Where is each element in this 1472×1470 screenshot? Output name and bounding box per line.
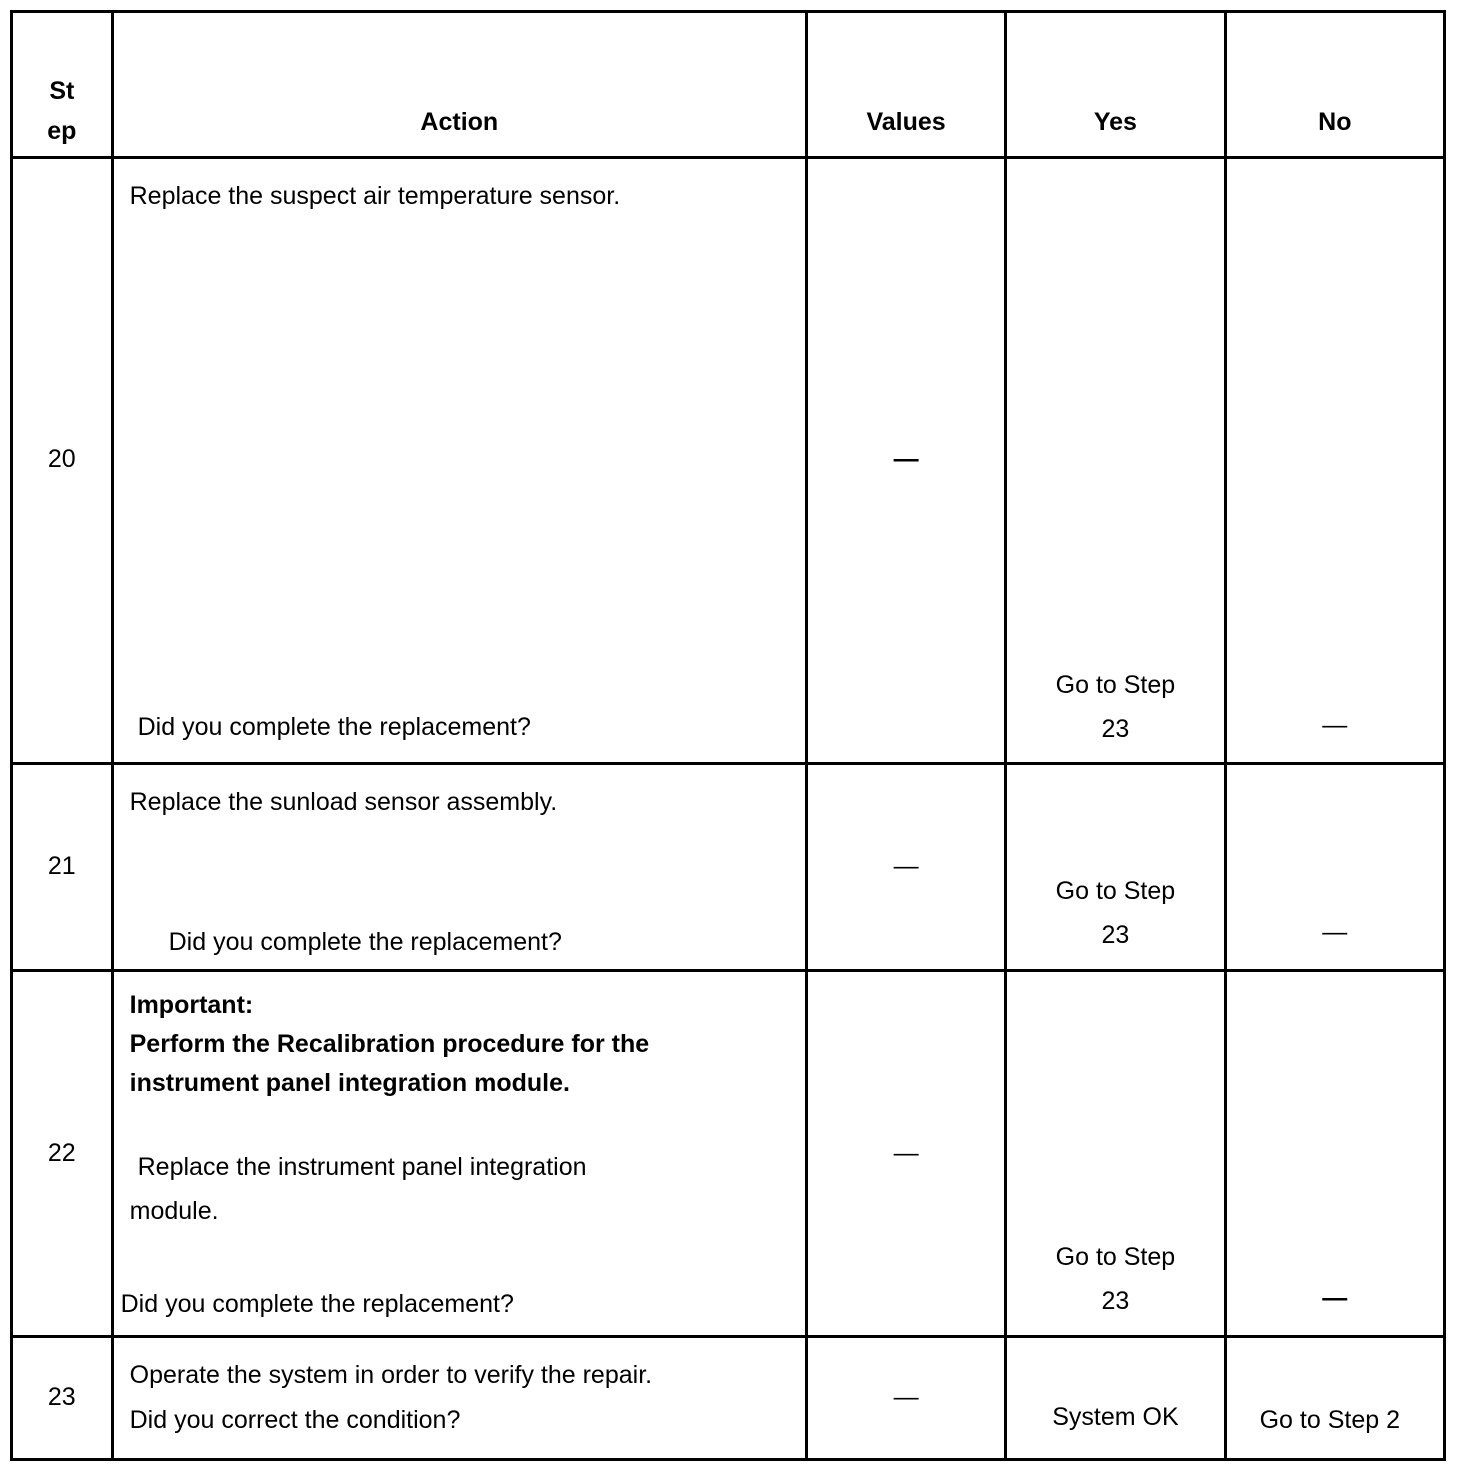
yes-goto-link[interactable]: Go to Step xyxy=(1055,1243,1176,1271)
header-no-label: No xyxy=(1318,108,1352,136)
action-text-cont: module. xyxy=(129,1197,219,1225)
step-cell xyxy=(12,764,113,971)
important-label: Important: xyxy=(129,991,254,1019)
header-step-line1: St xyxy=(49,77,75,105)
header-action xyxy=(112,12,806,158)
step-number: 21 xyxy=(47,852,76,880)
header-action-label: Action xyxy=(420,108,499,136)
header-step-line2: ep xyxy=(47,117,77,145)
step-number: 22 xyxy=(47,1139,76,1167)
header-values-label: Values xyxy=(866,108,946,136)
header-values xyxy=(806,12,1005,158)
values-dash: — xyxy=(893,445,919,473)
important-note-line1: Perform the Recalibration procedure for the xyxy=(129,1030,650,1058)
yes-result: System OK xyxy=(1052,1403,1179,1431)
header-yes xyxy=(1006,12,1225,158)
step-number: 23 xyxy=(47,1383,76,1411)
yes-cell xyxy=(1006,158,1225,764)
action-question: Did you correct the condition? xyxy=(129,1406,461,1434)
values-dash: — xyxy=(893,1383,919,1411)
no-dash: — xyxy=(1322,711,1348,739)
action-cell xyxy=(112,158,806,764)
action-text: Operate the system in order to verify the repair. xyxy=(129,1361,653,1389)
no-cell xyxy=(1225,1337,1444,1460)
action-text: Replace the suspect air temperature sensor. xyxy=(129,182,621,210)
step-cell xyxy=(12,1337,113,1460)
values-cell xyxy=(806,158,1005,764)
yes-goto-step[interactable]: 23 xyxy=(1101,715,1130,743)
values-cell xyxy=(806,764,1005,971)
yes-cell xyxy=(1006,971,1225,1337)
table-row xyxy=(12,1337,1445,1460)
important-note-line2: instrument panel integration module. xyxy=(129,1069,570,1097)
step-number: 20 xyxy=(47,445,76,473)
no-dash: — xyxy=(1322,1284,1348,1312)
step-cell xyxy=(12,158,113,764)
diagnostic-table xyxy=(10,10,1446,1461)
step-cell xyxy=(12,971,113,1337)
action-question: Did you complete the replacement? xyxy=(137,713,531,741)
action-question: Did you complete the replacement? xyxy=(168,928,562,956)
yes-cell xyxy=(1006,764,1225,971)
no-cell xyxy=(1225,764,1444,971)
values-cell xyxy=(806,971,1005,1337)
values-cell xyxy=(806,1337,1005,1460)
yes-goto-link[interactable]: Go to Step xyxy=(1055,877,1176,905)
header-no xyxy=(1225,12,1444,158)
no-cell xyxy=(1225,158,1444,764)
header-yes-label: Yes xyxy=(1093,108,1137,136)
no-dash: — xyxy=(1322,918,1348,946)
values-dash: — xyxy=(893,1139,919,1167)
action-cell xyxy=(112,1337,806,1460)
values-dash: — xyxy=(893,852,919,880)
table-row xyxy=(12,158,1445,764)
table-row xyxy=(12,971,1445,1337)
table-header-row xyxy=(12,12,1445,158)
action-text: Replace the instrument panel integration xyxy=(137,1153,587,1181)
no-goto-link[interactable]: Go to Step 2 xyxy=(1259,1406,1400,1434)
action-question: Did you complete the replacement? xyxy=(120,1290,514,1318)
table-row xyxy=(12,764,1445,971)
action-cell xyxy=(112,764,806,971)
action-cell xyxy=(112,971,806,1337)
no-cell xyxy=(1225,971,1444,1337)
yes-goto-link[interactable]: Go to Step xyxy=(1055,671,1176,699)
header-step xyxy=(12,12,113,158)
action-text: Replace the sunload sensor assembly. xyxy=(129,788,558,816)
yes-goto-step[interactable]: 23 xyxy=(1101,921,1130,949)
yes-cell xyxy=(1006,1337,1225,1460)
yes-goto-step[interactable]: 23 xyxy=(1101,1287,1130,1315)
